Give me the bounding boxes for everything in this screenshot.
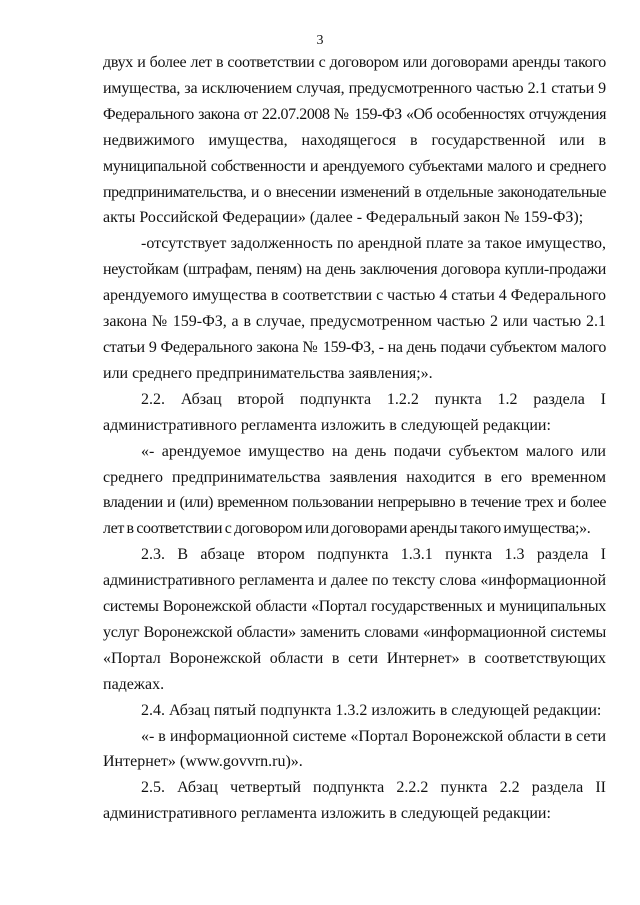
text-line: «- в информационной системе «Портал Воронежской области в сети [141, 727, 606, 745]
text-line: закона № 159-ФЗ, а в случае, предусмотренном частью 2 или частью 2.1 [103, 313, 606, 331]
page-number: 3 [316, 33, 324, 48]
text-line: среднего предпринимательства заявления находится в его временном [103, 468, 606, 486]
text-line: системы Воронежской области «Портал государственных и муниципальных [103, 598, 606, 616]
text-line: -отсутствует задолженность по арендной плате за такое имущество, [141, 235, 606, 253]
text-line: 2.4. Абзац пятый подпункта 1.3.2 изложить в следующей редакции: [141, 701, 602, 719]
text-line: 2.3. В абзаце втором подпункта 1.3.1 пункта 1.3 раздела I [141, 546, 606, 564]
text-line: падежах. [103, 675, 165, 693]
text-line: недвижимого имущества, находящегося в государственной или в [103, 131, 606, 149]
text-line: неустойкам (штрафам, пеням) на день заключения договора купли-продажи [103, 261, 606, 279]
text-line: 2.2. Абзац второй подпункта 1.2.2 пункта 1.2 раздела I [141, 390, 606, 408]
text-line: акты Российской Федерации» (далее - Федеральный закон № 159-ФЗ); [103, 209, 584, 227]
paragraph [103, 439, 606, 543]
text-line: 2.5. Абзац четвертый подпункта 2.2.2 пункта 2.2 раздела II [141, 779, 606, 797]
text-line: лет в соответствии с договором или договорами аренды такого имущества;». [103, 520, 591, 538]
text-line: статьи 9 Федерального закона № 159-ФЗ, - на день подачи субъектом малого [103, 338, 606, 356]
text-line: владении и (или) временном пользовании непрерывно в течение трех и более [103, 494, 606, 512]
text-line: административного регламента изложить в следующей редакции: [103, 805, 551, 823]
text-line: или среднего предпринимательства заявления;». [103, 364, 433, 382]
text-line: Интернет» (www.govvrn.ru)». [103, 753, 303, 771]
text-line: «Портал Воронежской области в сети Интернет» в соответствующих [103, 649, 606, 667]
text-line: двух и более лет в соответствии с договором или договорами аренды такого [103, 54, 606, 71]
text-line: административного регламента изложить в следующей редакции: [103, 416, 551, 434]
paragraph [103, 50, 606, 231]
text-line: муниципальной собственности и арендуемого субъектами малого и среднего [103, 157, 606, 175]
document-body [103, 50, 606, 827]
text-line: услуг Воронежской области» заменить словами «информационной системы [103, 623, 606, 641]
paragraph [103, 542, 606, 697]
paragraph [103, 698, 606, 724]
text-line: арендуемого имущества в соответствии с частью 4 статьи 4 Федерального [103, 287, 606, 305]
text-line: Федерального закона от 22.07.2008 № 159-ФЗ «Об особенностях отчуждения [103, 105, 606, 123]
text-line: административного регламента и далее по тексту слова «информационной [103, 572, 606, 590]
paragraph [103, 775, 606, 827]
text-line: предпринимательства, и о внесении изменений в отдельные законодательные [103, 183, 606, 201]
paragraph [103, 387, 606, 439]
text-line: имущества, за исключением случая, предусмотренного частью 2.1 статьи 9 [103, 79, 606, 97]
text-line: «- арендуемое имущество на день подачи субъектом малого или [141, 442, 606, 460]
paragraph [103, 724, 606, 776]
paragraph [103, 231, 606, 386]
